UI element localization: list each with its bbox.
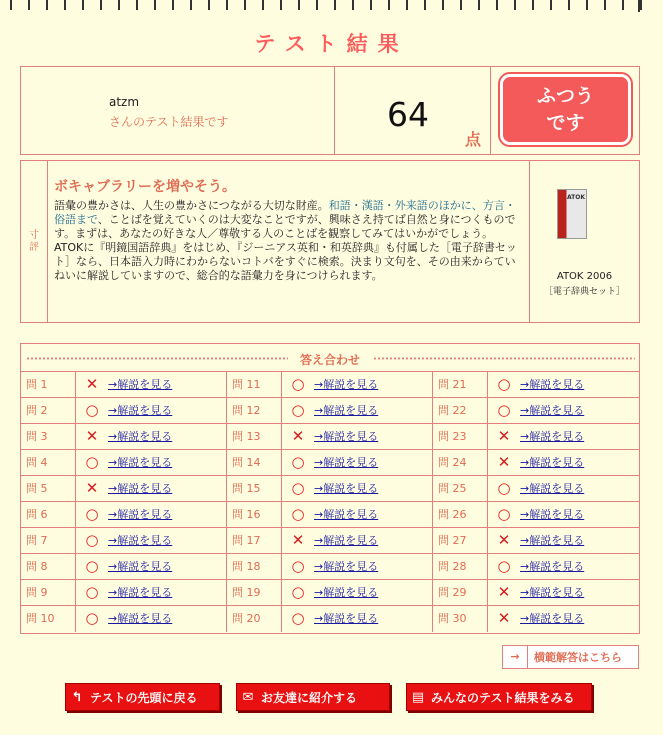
- question-number: 問 9: [21, 580, 76, 605]
- incorrect-mark-icon: ✕: [85, 427, 99, 445]
- question-number: 問 16: [227, 502, 282, 527]
- answer-row: [227, 606, 433, 632]
- explanation-link[interactable]: →解説を見る: [314, 560, 379, 573]
- user-cell: [21, 67, 335, 154]
- question-number: 問 26: [433, 502, 488, 527]
- answer-row: [21, 554, 227, 580]
- question-number: 問 28: [433, 554, 488, 579]
- answer-row: [21, 528, 227, 554]
- explanation-link[interactable]: →解説を見る: [108, 404, 173, 417]
- correct-mark-icon: ○: [85, 609, 99, 627]
- answer-row: [227, 476, 433, 502]
- answer-row: [433, 476, 639, 502]
- question-number: 問 19: [227, 580, 282, 605]
- explanation-link[interactable]: →解説を見る: [108, 560, 173, 573]
- explanation-link[interactable]: →解説を見る: [108, 456, 173, 469]
- explanation-link[interactable]: →解説を見る: [108, 534, 173, 547]
- question-number: 問 29: [433, 580, 488, 605]
- top-ruler: [10, 0, 650, 10]
- all-results-button[interactable]: ▤ みんなのテスト結果をみる: [406, 683, 592, 711]
- explanation-link[interactable]: →解説を見る: [108, 482, 173, 495]
- question-number: 問 6: [21, 502, 76, 527]
- correct-mark-icon: ○: [85, 453, 99, 471]
- question-number: 問 20: [227, 606, 282, 632]
- explanation-link[interactable]: →解説を見る: [520, 612, 585, 625]
- explanation-link[interactable]: →解説を見る: [520, 560, 585, 573]
- question-number: 問 22: [433, 398, 488, 423]
- explanation-link[interactable]: →解説を見る: [108, 586, 173, 599]
- explanation-link[interactable]: →解説を見る: [314, 430, 379, 443]
- incorrect-mark-icon: ✕: [497, 531, 511, 549]
- answers-title: 答え合わせ: [299, 353, 360, 367]
- correct-mark-icon: ○: [291, 609, 305, 627]
- answer-row: [227, 424, 433, 450]
- explanation-link[interactable]: →解説を見る: [520, 404, 585, 417]
- question-number: 問 15: [227, 476, 282, 501]
- correct-mark-icon: ○: [85, 583, 99, 601]
- answer-row: [227, 554, 433, 580]
- explanation-link[interactable]: →解説を見る: [108, 612, 173, 625]
- explanation-link[interactable]: →解説を見る: [520, 586, 585, 599]
- answer-row: [21, 372, 227, 398]
- explanation-link[interactable]: →解説を見る: [314, 404, 379, 417]
- correct-mark-icon: ○: [291, 453, 305, 471]
- document-icon: ▤: [411, 689, 425, 705]
- answer-row: [433, 372, 639, 398]
- answer-row: [227, 398, 433, 424]
- mail-icon: ✉: [242, 689, 254, 705]
- page-title: テスト結果: [254, 32, 409, 56]
- answer-row: [21, 450, 227, 476]
- return-arrow-icon: ↰: [71, 689, 83, 705]
- answer-row: [21, 398, 227, 424]
- explanation-link[interactable]: →解説を見る: [314, 508, 379, 521]
- explanation-link[interactable]: →解説を見る: [314, 482, 379, 495]
- advice-paragraph-1: 語彙の豊かさは、人生の豊かさにつながる大切な財産。和語・漢語・外来語のほかに、方言・俗語まで、ことばを覚えていくのは大変なことですが、興味さえ持てば自然と身につくものです。まずは、あなたの好きな人／尊敬する人のことばを観察してみてはいかがでしょう。: [54, 199, 516, 240]
- correct-mark-icon: ○: [497, 505, 511, 523]
- question-number: 問 13: [227, 424, 282, 449]
- correct-mark-icon: ○: [85, 505, 99, 523]
- question-number: 問 14: [227, 450, 282, 475]
- explanation-link[interactable]: →解説を見る: [314, 378, 379, 391]
- correct-mark-icon: ○: [291, 375, 305, 393]
- answer-row: [227, 580, 433, 606]
- explanation-link[interactable]: →解説を見る: [108, 508, 173, 521]
- answer-row: [433, 606, 639, 632]
- correct-mark-icon: ○: [291, 557, 305, 575]
- correct-mark-icon: ○: [291, 401, 305, 419]
- explanation-link[interactable]: →解説を見る: [520, 456, 585, 469]
- incorrect-mark-icon: ✕: [85, 479, 99, 497]
- question-number: 問 17: [227, 528, 282, 553]
- correct-mark-icon: ○: [85, 401, 99, 419]
- answer-row: [433, 502, 639, 528]
- answers-header: [21, 344, 639, 372]
- answer-row: [433, 398, 639, 424]
- question-number: 問 30: [433, 606, 488, 632]
- question-number: 問 12: [227, 398, 282, 423]
- question-number: 問 11: [227, 372, 282, 397]
- question-number: 問 10: [21, 606, 76, 632]
- user-result-caption: さんのテスト結果です: [109, 115, 229, 129]
- answer-row: [21, 580, 227, 606]
- question-number: 問 7: [21, 528, 76, 553]
- explanation-link[interactable]: →解説を見る: [520, 430, 585, 443]
- explanation-link[interactable]: →解説を見る: [108, 430, 173, 443]
- score-unit: 点: [465, 130, 482, 149]
- advice-body: [48, 161, 530, 322]
- explanation-link[interactable]: →解説を見る: [108, 378, 173, 391]
- rank-badge-line2: です: [546, 112, 585, 134]
- product-cell[interactable]: [530, 161, 639, 322]
- back-to-top-button[interactable]: ↰ テストの先頭に戻る: [65, 683, 220, 711]
- question-number: 問 5: [21, 476, 76, 501]
- arrow-right-icon: →: [503, 646, 528, 668]
- answers-grid: [21, 372, 639, 632]
- question-number: 問 1: [21, 372, 76, 397]
- correct-mark-icon: ○: [291, 505, 305, 523]
- explanation-link[interactable]: →解説を見る: [520, 482, 585, 495]
- question-number: 問 8: [21, 554, 76, 579]
- answer-row: [433, 450, 639, 476]
- model-answer-button[interactable]: → 横範解答はこちら: [502, 645, 639, 669]
- explanation-link[interactable]: →解説を見る: [520, 378, 585, 391]
- answer-row: [433, 424, 639, 450]
- question-number: 問 23: [433, 424, 488, 449]
- question-number: 問 4: [21, 450, 76, 475]
- product-package-image[interactable]: ATOK: [557, 189, 587, 239]
- result-panel: [20, 66, 640, 155]
- rank-badge: [500, 74, 631, 145]
- incorrect-mark-icon: ✕: [497, 609, 511, 627]
- answers-panel: [20, 343, 640, 634]
- correct-mark-icon: ○: [497, 479, 511, 497]
- question-number: 問 18: [227, 554, 282, 579]
- answer-row: [227, 372, 433, 398]
- incorrect-mark-icon: ✕: [291, 427, 305, 445]
- answer-row: [21, 606, 227, 632]
- user-name: atzm: [109, 95, 140, 109]
- answer-row: [433, 580, 639, 606]
- answer-row: [433, 528, 639, 554]
- share-friend-button[interactable]: ✉ お友達に紹介する: [236, 683, 390, 711]
- correct-mark-icon: ○: [291, 479, 305, 497]
- correct-mark-icon: ○: [497, 375, 511, 393]
- correct-mark-icon: ○: [291, 583, 305, 601]
- correct-mark-icon: ○: [85, 557, 99, 575]
- explanation-link[interactable]: →解説を見る: [314, 586, 379, 599]
- rank-badge-line1: ふつう: [536, 85, 594, 107]
- advice-label: 寸 評: [21, 161, 48, 322]
- answer-row: [433, 554, 639, 580]
- answer-row: [21, 424, 227, 450]
- explanation-link[interactable]: →解説を見る: [314, 534, 379, 547]
- incorrect-mark-icon: ✕: [85, 375, 99, 393]
- answer-row: [21, 476, 227, 502]
- product-name: ATOK 2006: [556, 271, 613, 282]
- advice-paragraph-2: ATOKに『明鏡国語辞典』をはじめ、『ジーニアス英和・和英辞典』も付属した［電子辞書セット］なら、日本語入力時にわからないコトバをすぐに検索。決まり文句を、その由来からていねいに解説していますので、総合的な語彙力を身につけられます。: [54, 241, 517, 282]
- score-cell: [335, 67, 491, 154]
- explanation-link[interactable]: →解説を見る: [314, 456, 379, 469]
- correct-mark-icon: ○: [497, 401, 511, 419]
- question-number: 問 25: [433, 476, 488, 501]
- advice-heading: ボキャブラリーを増やそう。: [54, 179, 236, 195]
- answer-row: [227, 528, 433, 554]
- question-number: 問 21: [433, 372, 488, 397]
- advice-panel: [20, 160, 640, 323]
- question-number: 問 3: [21, 424, 76, 449]
- answer-row: [227, 502, 433, 528]
- product-subtitle: ［電子辞典セット］: [543, 287, 625, 297]
- score-value: 64: [387, 95, 429, 134]
- question-number: 問 24: [433, 450, 488, 475]
- correct-mark-icon: ○: [85, 531, 99, 549]
- incorrect-mark-icon: ✕: [497, 427, 511, 445]
- explanation-link[interactable]: →解説を見る: [314, 612, 379, 625]
- incorrect-mark-icon: ✕: [497, 453, 511, 471]
- incorrect-mark-icon: ✕: [291, 531, 305, 549]
- answer-row: [227, 450, 433, 476]
- correct-mark-icon: ○: [497, 557, 511, 575]
- rank-cell: [491, 67, 639, 154]
- explanation-link[interactable]: →解説を見る: [520, 534, 585, 547]
- answer-row: [21, 502, 227, 528]
- question-number: 問 2: [21, 398, 76, 423]
- incorrect-mark-icon: ✕: [497, 583, 511, 601]
- explanation-link[interactable]: →解説を見る: [520, 508, 585, 521]
- question-number: 問 27: [433, 528, 488, 553]
